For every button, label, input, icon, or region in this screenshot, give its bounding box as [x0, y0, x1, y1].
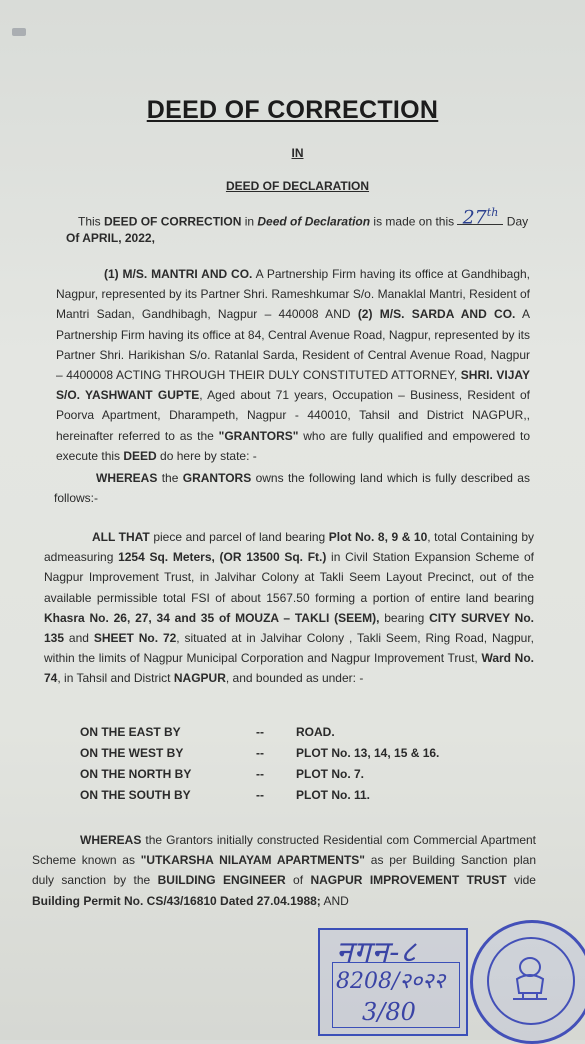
- stamp-page-number: 3/80: [362, 998, 416, 1026]
- boundary-row-east: [80, 721, 500, 742]
- handwritten-day: 27th: [457, 206, 503, 225]
- date-month-year: Of APRIL, 2022,: [66, 231, 155, 245]
- boundary-value: PLOT No. 11.: [296, 787, 371, 802]
- boundary-separator: --: [256, 766, 264, 781]
- boundary-row-south: [80, 784, 500, 805]
- deed-type-heading: DEED OF DECLARATION: [225, 179, 370, 193]
- boundaries-list: [80, 721, 500, 805]
- date-line: This DEED OF CORRECTION in Deed of Declaration is made on this 27th Day: [78, 206, 529, 229]
- land-description-paragraph: ALL THAT piece and parcel of land bearing Plot No. 8, 9 & 10, total Containing by admeasuring 1254 Sq. Meters, (OR 13500 Sq. Ft.) in Civil Station Expansion Scheme of Nagpur Improvement Trust, in Jalvihar Colony at Takli Seem Layout Precinct, out of the available permissible total FSI of about 1567.50 forming a portion of entire land bearing Khasra No. 26, 27, 34 and 35 of MOUZA – TAKLI (SEEM), bearing CITY SURVEY No. 135 and SHEET No. 72, situated at in Jalvihar Colony , Takli Seem, Ring Road, Nagpur, within the limits of Nagpur Municipal Corporation and Nagpur Improvement Trust, Ward No. 74, in Tahsil and District NAGPUR, and bounded as under: -: [44, 530, 535, 686]
- stamp-office-code: नगन-८: [336, 935, 417, 970]
- boundary-direction: ON THE SOUTH BY: [80, 787, 191, 802]
- emblem-icon: [507, 953, 553, 1007]
- boundary-value: PLOT No. 13, 14, 15 & 16.: [296, 745, 440, 760]
- stamp-document-number: 8208/२०२२: [336, 969, 446, 994]
- boundary-separator: --: [256, 787, 264, 802]
- boundary-row-west: [80, 742, 500, 763]
- boundary-value: ROAD.: [296, 724, 335, 739]
- boundary-direction: ON THE EAST BY: [80, 724, 181, 739]
- grantors-paragraph: (1) M/S. MANTRI AND CO. A Partnership Firm having its office at Gandhibagh, Nagpur, represented by its Partner Shri. Rameshkumar S/o. Manaklal Mantri, Resident of Mantri Sadan, Gandhibagh, Nagpur – 440008 AND (2) M/S. SARDA AND CO. A Partnership Firm having its office at 84, Central Avenue Road, Nagpur, represented by its Partner Shri. Harikishan S/o. Ratanlal Sarda, Resident of Central Avenue Road, Nagpur – 4400008 ACTING THROUGH THEIR DULY CONSTITUTED ATTORNEY, SHRI. VIJAY S/O. YASHWANT GUPTE, Aged about 71 years, Occupation – Business, Resident of Poorva Apartment, Dharampeth, Nagpur - 440010, Tahsil and District NAGPUR,, hereinafter referred to as the "GRANTORS" who are fully qualified and empowered to execute this DEED do here by state: -: [56, 267, 531, 463]
- boundary-direction: ON THE NORTH BY: [80, 766, 192, 781]
- sub-registrar-seal-icon: [470, 920, 585, 1044]
- boundary-separator: --: [256, 724, 264, 739]
- whereas-paragraph-1: WHEREAS the GRANTORS owns the following land which is fully described as follows:-: [54, 471, 530, 506]
- in-label: IN: [291, 146, 304, 160]
- document-title: DEED OF CORRECTION: [146, 96, 439, 124]
- boundary-value: PLOT No. 7.: [296, 766, 365, 781]
- boundary-direction: ON THE WEST BY: [80, 745, 184, 760]
- boundary-row-north: [80, 763, 500, 784]
- boundary-separator: --: [256, 745, 264, 760]
- whereas-paragraph-2: WHEREAS the Grantors initially constructed Residential com Commercial Apartment Scheme known as "UTKARSHA NILAYAM APARTMENTS" as per Building Sanction plan duly sanction by the BUILDING ENGINEER of NAGPUR IMPROVEMENT TRUST vide Building Permit No. CS/43/16810 Dated 27.04.1988; AND: [32, 833, 536, 908]
- tape-mark: [12, 28, 26, 36]
